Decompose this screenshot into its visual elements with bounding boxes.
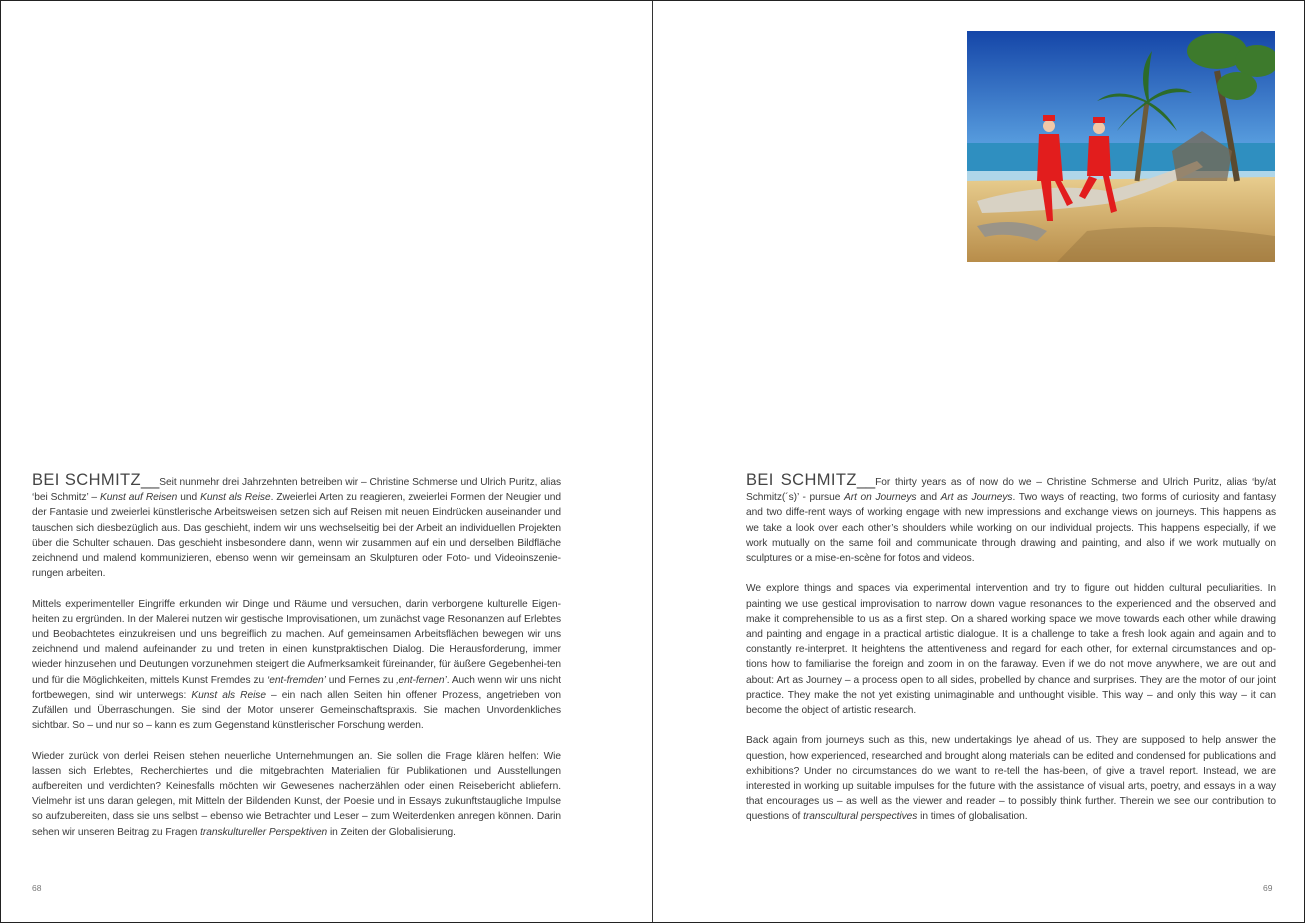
italic-text: Kunst auf Reisen <box>100 492 178 504</box>
italic-text: transkultureller Perspektiven <box>200 826 328 838</box>
body-text: in Zeiten der Globalisierung. <box>327 826 456 838</box>
left-page-number: 68 <box>32 883 42 893</box>
right-paragraph-3 <box>746 733 1276 824</box>
italic-text: ‚ent-fernen’ <box>396 674 447 686</box>
right-heading: BEI SCHMITZ <box>746 471 857 489</box>
body-text: und Fernes zu <box>325 674 397 686</box>
beach-photo <box>967 31 1275 262</box>
body-text: Back again from journeys such as this, new undertakings lye ahead of us. They are supposed to help answer the question, how experienced, researched and brought along materials can be edited and condensed for publications and exhibitions? Under no circumstances do we want to re-tell the has-been, of give a travel report. Instead, we are interested in working up suitable impulses for the future with the assistance of visual arts, poetry, and essays in a way that encourages us – as well as the viewer and reader – to possibly think further. Therein we see our contribution to questions of <box>746 735 1276 823</box>
body-text: Mittels experimenteller Eingriffe erkunden wir Dinge und Räume und versuchen, darin verborgene kulturelle Eigen-heiten zu ergründen. In der Malerei nutzen wir gestische Improvisationen, um zunächst vage Resonanzen auf Erlebtes und Beobachtetes einzukreisen und uns begreiflich zu machen. Auf gemeinsamen Arbeitsflächen bewegen wir uns zeichnend und malend aufeinander zu und treten in einen kunstpraktischen Dialog. Die Herausforderung, immer wieder hinzusehen und Deutungen vorzunehmen steigert die Aufmerksamkeit füreinander, für äußere Gegebenhei-ten und für die Möglichkeiten, mittels Kunst Fremdes zu <box>32 598 561 686</box>
right-heading-separator: __ <box>856 471 876 489</box>
left-heading: BEI SCHMITZ <box>32 471 142 489</box>
right-page <box>653 1 1304 922</box>
right-paragraph-2 <box>746 581 1276 718</box>
left-paragraph-1-body <box>32 477 561 579</box>
italic-text: Art on Journeys <box>844 492 917 504</box>
right-paragraph-1-body <box>746 477 1276 564</box>
italic-text: Art as Journeys <box>940 492 1013 504</box>
left-paragraph-2 <box>32 597 561 734</box>
left-paragraph-1 <box>32 473 561 581</box>
left-page-text <box>32 473 561 855</box>
body-text: We explore things and spaces via experimental intervention and try to figure out hidden cultural peculiarities. In painting we use gestical improvisation to narrow down vague resonances to the experienced and the observed and make it comprehensible to us as a first step. On a shared working space we move towards each other while drawing and painting and engage in a practical artistic dialogue. It is a challenge to take a fresh look again and again and to constantly re-interpret. It heightens the attentiveness and regard for each other, for external circumstances and op-tions how to familiarise the foreign and zoom in on the faraway. Even if we do not move anywhere, we are out and about: Art as Journey – a process open to all sides, probelled by chance and surprises. They are the motor of our joint practice. They make the not yet existing unimaginable and unthought visible. This way – and only this way – it can become the object of artistic research. <box>746 583 1276 717</box>
body-text: in times of globalisation. <box>917 811 1028 823</box>
body-text: – ein nach allen Seiten hin offener Prozess, angetrieben von Zufällen und Überraschungen. Sie sind der Motor unserer Gemeinschaftspraxis. Sie machen Unvordenkliches sichtbar. So – und nur so – kann es zum Gegenstand künstlerischer Forschung werden. <box>32 689 562 732</box>
body-text: For thirty years as of now do we – Christine Schmerse and Ulrich Puritz, alias ‘by/at Schmitz(´s)’ - pursue <box>746 477 1276 504</box>
left-page <box>1 1 652 922</box>
body-text: and <box>916 492 941 504</box>
body-text: . Zweierlei Arten zu reagieren, zweierlei Formen der Neugier und der Fantasie und zweierlei künstlerische Arbeitsweisen setzen sich auf Reisen mit neuen Eindrücken auseinander und tauschen sich diesbezüglich aus. Das geschieht, indem wir uns wechselseitig bei der Arbeit an individuellen Projekten über die Schulter schauen. Das geschieht insbesondere dann, wenn wir zusammen auf ein und derselben Bildfläche zeichnend und malend kommunizieren, ebenso wenn wir gemeinsam an Skulpturen oder Foto- und Videoinszenie-rungen arbeiten. <box>32 492 561 580</box>
body-text: . Auch wenn wir uns nicht fortbewegen, sind wir unterwegs: <box>32 674 561 701</box>
right-page-number: 69 <box>1263 883 1273 893</box>
body-text: und <box>177 492 201 504</box>
italic-text: ‘ent-fremden’ <box>267 674 326 686</box>
beach-photo-illustration <box>967 31 1275 262</box>
left-paragraph-3 <box>32 749 561 840</box>
body-text: Seit nunmehr drei Jahrzehnten betreiben wir – Christine Schmerse und Ulrich Puritz, alias ‘bei Schmitz’ – <box>32 477 561 504</box>
body-text: . Two ways of reacting, two forms of curiosity and fantasy and two diffe-rent ways of working engage with new impressions and exchange views on journeys. This happens as we take a look over each other’s shoulders while working on our individual projects. This happens especially, if we work mutually on the same foil and communicate through drawing and painting, and also if we work mutually on sculptures or a mise-en-scène for fotos and videos. <box>746 492 1276 565</box>
italic-text: transcultural perspectives <box>803 811 918 823</box>
shadow <box>1057 227 1275 262</box>
italic-text: Kunst als Reise <box>200 492 271 504</box>
italic-text: Kunst als Reise <box>191 689 266 701</box>
left-heading-separator: __ <box>141 471 160 489</box>
right-paragraph-1 <box>746 473 1276 566</box>
right-page-text <box>746 473 1276 840</box>
body-text: Wieder zurück von derlei Reisen stehen neuerliche Unternehmungen an. Sie sollen die Frage klären helfen: Wie lassen sich Erlebtes, Recherchiertes und die mitgebrachten Materialien für Publikationen und Ausstellungen aufbereiten und verdichten? Keinesfalls möchten wir Gewesenes nacherzählen oder einen Reisebericht abliefern. Vielmehr ist uns daran gelegen, mit Mitteln der Bildenden Kunst, der Poesie und in Essays zukunftstaugliche Impulse so aufzubereiten, dass sie uns selbst – ebenso wie Betrachter und Leser – zum Weiterdenken anregen können. Darin sehen wir unseren Beitrag zu Fragen <box>32 750 561 838</box>
